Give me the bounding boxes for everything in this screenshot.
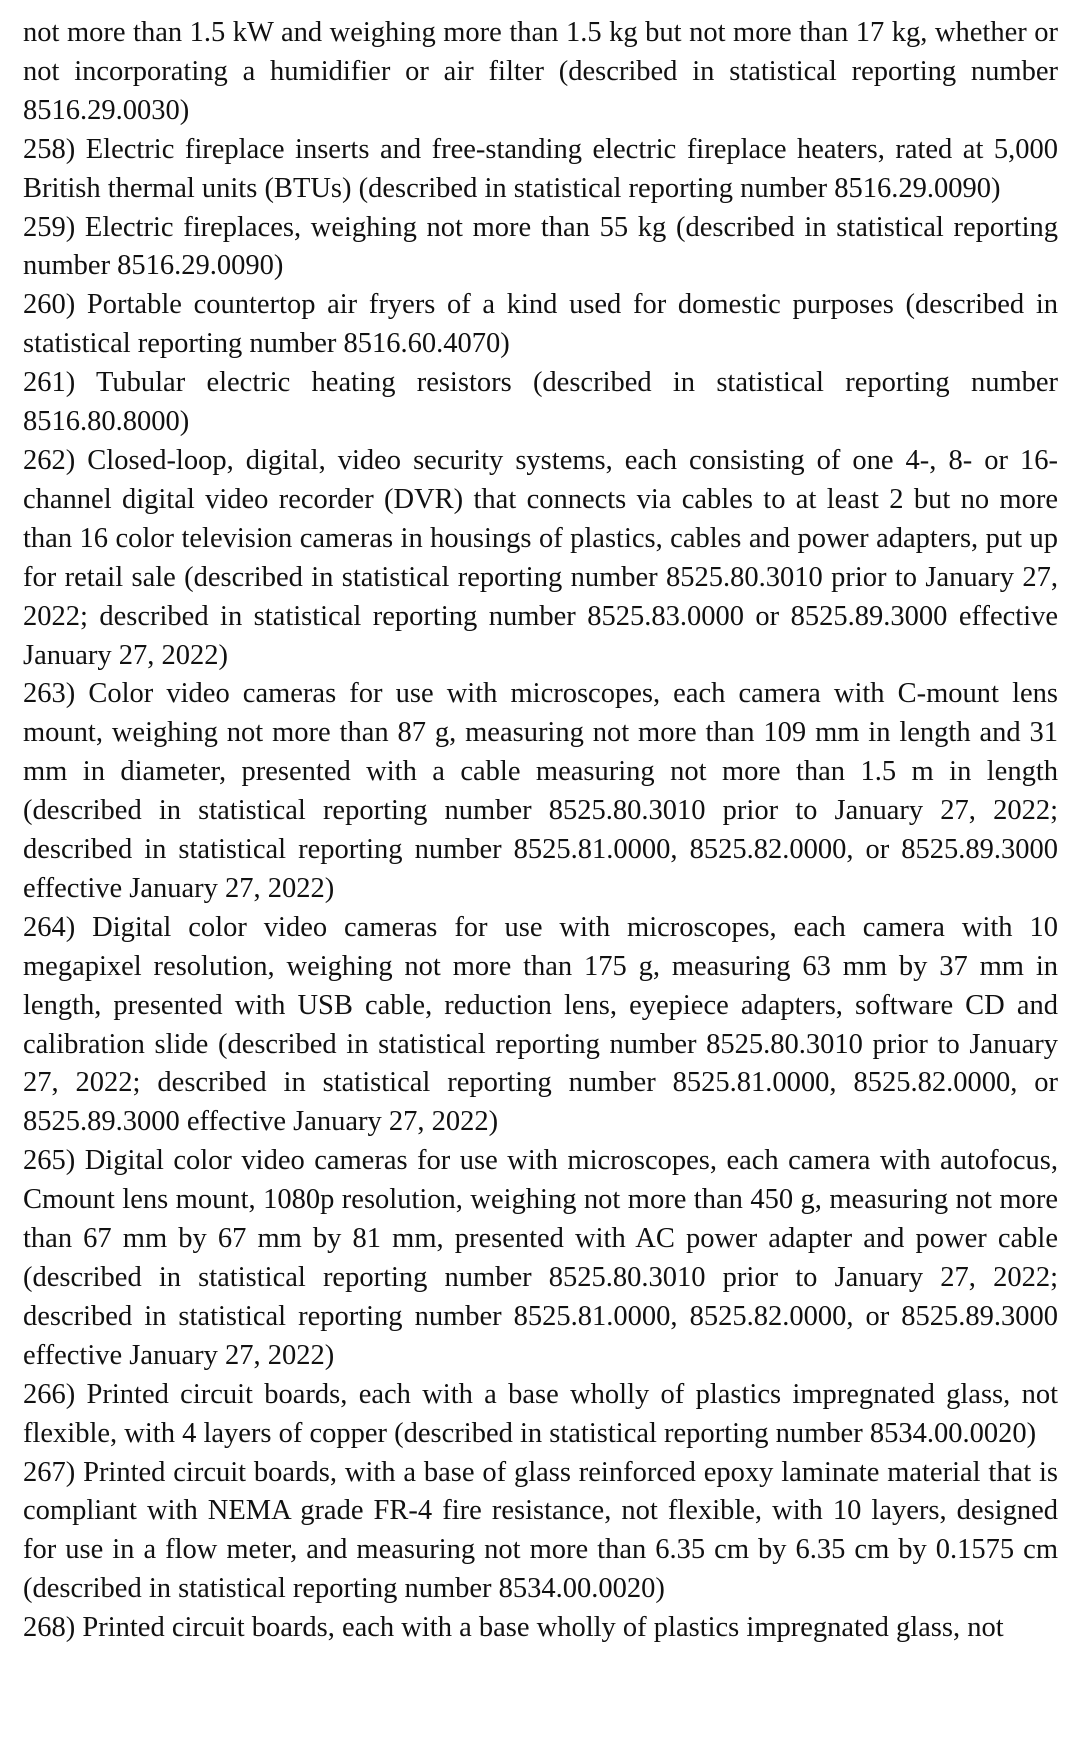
entry-257-continuation: not more than 1.5 kW and weighing more than 1.5 kg but not more than 17 kg, whether or not incorporating a humidifier or air filter (described in statistical reporting number 8516.29.0030) [23, 17, 1058, 126]
entry-267: 267) Printed circuit boards, with a base of glass reinforced epoxy laminate material that is compliant with NEMA grade FR-4 fire resistance, not flexible, with 10 layers, designed for use in a flow meter, and measuring not more than 6.35 cm by 6.35 cm by 0.1575 cm (described in statistical reporting number 8534.00.0020) [23, 1456, 1058, 1605]
entry-260: 260) Portable countertop air fryers of a kind used for domestic purposes (described in statistical reporting number 8516.60.4070) [23, 289, 1058, 360]
entry-265: 265) Digital color video cameras for use with microscopes, each camera with autofocus, Cmount lens mount, 1080p resolution, weighing not more than 450 g, measuring not more than 67 mm by 67 mm by 81 mm, presented with AC power adapter and power cable (described in statistical reporting number 8525.80.3010 prior to January 27, 2022; described in statistical reporting number 8525.81.0000, 8525.82.0000, or 8525.89.3000 effective January 27, 2022) [23, 1145, 1058, 1371]
entry-259: 259) Electric fireplaces, weighing not more than 55 kg (described in statistical reporting number 8516.29.0090) [23, 211, 1058, 282]
entry-258: 258) Electric fireplace inserts and free-standing electric fireplace heaters, rated at 5,000 British thermal units (BTUs) (described in statistical reporting number 8516.29.0090) [23, 133, 1058, 204]
entry-263: 263) Color video cameras for use with microscopes, each camera with C-mount lens mount, weighing not more than 87 g, measuring not more than 109 mm in length and 31 mm in diameter, presented with a cable measuring not more than 1.5 m in length (described in statistical reporting number 8525.80.3010 prior to January 27, 2022; described in statistical reporting number 8525.81.0000, 8525.82.0000, or 8525.89.3000 effective January 27, 2022) [23, 678, 1058, 904]
entry-266: 266) Printed circuit boards, each with a base wholly of plastics impregnated glass, not flexible, with 4 layers of copper (described in statistical reporting number 8534.00.0020) [23, 1378, 1058, 1449]
entry-268-partial: 268) Printed circuit boards, each with a base wholly of plastics impregnated glass, not [23, 1612, 1004, 1644]
entry-264: 264) Digital color video cameras for use with microscopes, each camera with 10 megapixel resolution, weighing not more than 175 g, measuring 63 mm by 37 mm in length, presented with USB cable, reduction lens, eyepiece adapters, software CD and calibration slide (described in statistical reporting number 8525.80.3010 prior to January 27, 2022; described in statistical reporting number 8525.81.0000, 8525.82.0000, or 8525.89.3000 effective January 27, 2022) [23, 911, 1058, 1138]
entry-262: 262) Closed-loop, digital, video security systems, each consisting of one 4-, 8- or 16-channel digital video recorder (DVR) that connects via cables to at least 2 but no more than 16 color television cameras in housings of plastics, cables and power adapters, put up for retail sale (described in statistical reporting number 8525.80.3010 prior to January 27, 2022; described in statistical reporting number 8525.83.0000 or 8525.89.3000 effective January 27, 2022) [23, 444, 1058, 671]
entry-261: 261) Tubular electric heating resistors (described in statistical reporting number 8516.80.8000) [23, 367, 1058, 438]
